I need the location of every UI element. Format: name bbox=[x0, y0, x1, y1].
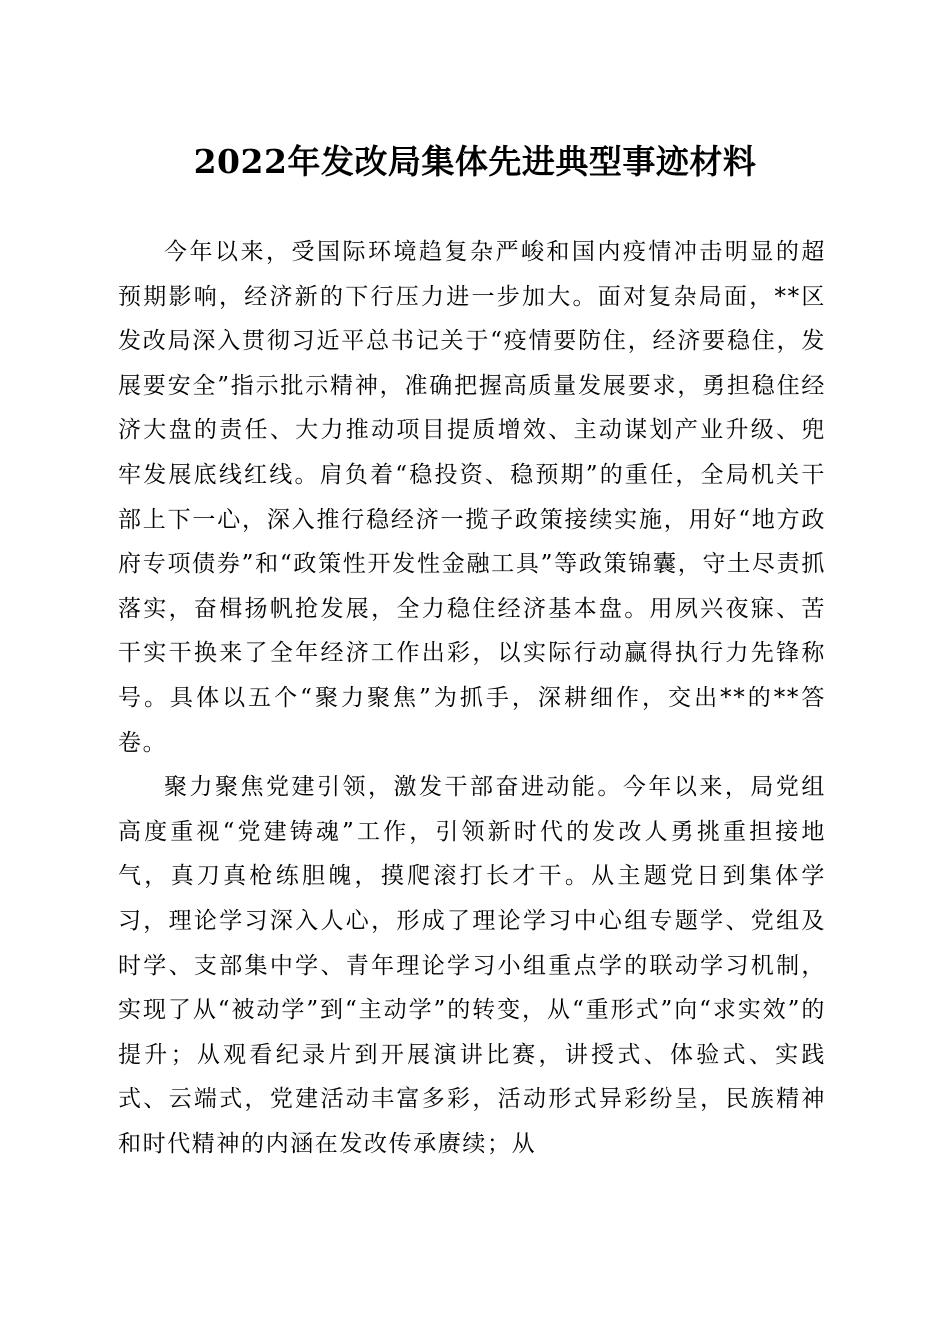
document-body bbox=[118, 230, 826, 1166]
paragraph-party-building: 聚力聚焦党建引领，激发干部奋进动能。今年以来，局党组高度重视“党建铸魂”工作，引领新时代的发改人勇挑重担接地气，真刀真枪练胆魄，摸爬滚打长才干。从主题党日到集体学习，理论学习深入人心，形成了理论学习中心组专题学、党组及时学、支部集中学、青年理论学习小组重点学的联动学习机制，实现了从“被动学”到“主动学”的转变，从“重形式”向“求实效”的提升；从观看纪录片到开展演讲比赛，讲授式、体验式、实践式、云端式，党建活动丰富多彩，活动形式异彩纷呈，民族精神和时代精神的内涵在发改传承赓续；从 bbox=[118, 774, 826, 1157]
paragraph-intro: 今年以来，受国际环境趋复杂严峻和国内疫情冲击明显的超预期影响，经济新的下行压力进一步加大。面对复杂局面，**区发改局深入贯彻习近平总书记关于“疫情要防住，经济要稳住，发展要安全”指示批示精神，准确把握高质量发展要求，勇担稳住经济大盘的责任、大力推动项目提质增效、主动谋划产业升级、兜牢发展底线红线。肩负着“稳投资、稳预期”的重任，全局机关干部上下一心，深入推行稳经济一揽子政策接续实施，用好“地方政府专项债券”和“政策性开发性金融工具”等政策锦囊，守土尽责抓落实，奋楫扬帆抢发展，全力稳住经济基本盘。用夙兴夜寐、苦干实干换来了全年经济工作出彩，以实际行动赢得执行力先锋称号。具体以五个“聚力聚焦”为抓手，深耕细作，交出**的**答卷。 bbox=[118, 239, 826, 756]
document-title: 2022年发改局集体先进典型事迹材料 bbox=[193, 142, 757, 181]
